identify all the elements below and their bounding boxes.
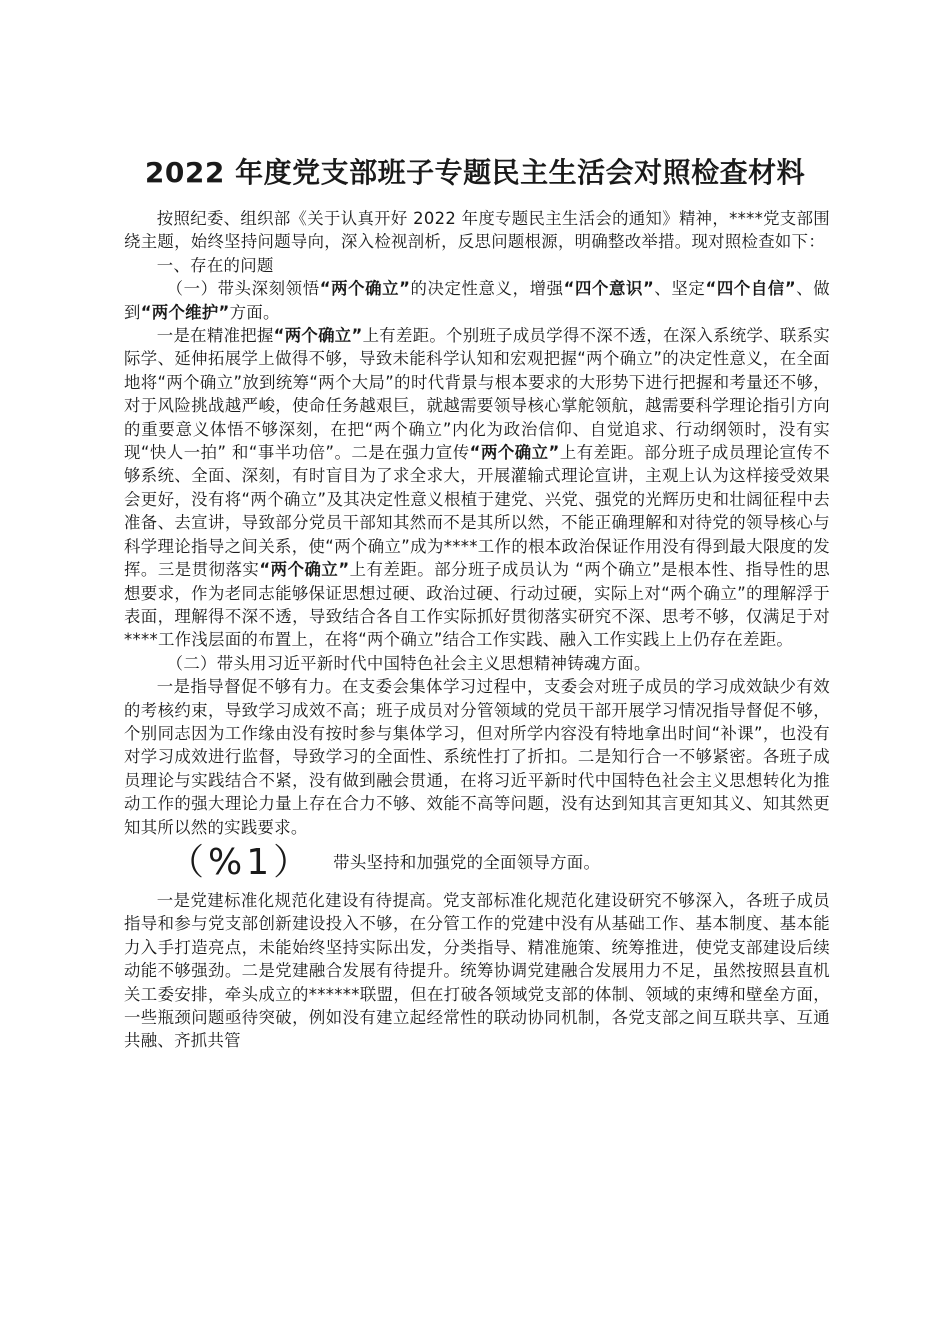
paragraph-1-bold-c: “两个确立” bbox=[259, 560, 350, 580]
document-body bbox=[124, 207, 830, 1053]
subsection-heading-1 bbox=[124, 277, 830, 324]
subsection-1-mid-3: 、做到 bbox=[124, 279, 830, 322]
subsection-1-mid-2: 、坚定 bbox=[654, 279, 706, 299]
subsection-1-quote-1: “两个确立” bbox=[319, 279, 411, 299]
paragraph-2: 一是指导督促不够有力。在支委会集体学习过程中，支委会对班子成员的学习成效缺少有效的考核约束，导致学习成效不高；班子成员对分管领域的党员干部开展学习情况指导督促不够，个别同志因为工作缘由没有按时参与集体学习，但对所学内容没有特地拿出时间“补课”，也没有对学习成效进行监督，导致学习的全面性、系统性打了折扣。二是知行合一不够紧密。各班子成员理论与实践结合不紧，没有做到融会贯通，在将习近平新时代中国特色社会主义思想转化为推动工作的强大理论力量上存在合力不够、效能不高等问题，没有达到知其言更知其义、知其然更知其所以然的实践要求。 bbox=[124, 677, 830, 837]
document-title: 2022 年度党支部班子专题民主生活会对照检查材料 bbox=[144, 156, 806, 189]
section-heading-problems: 一、存在的问题 bbox=[156, 255, 274, 275]
paragraph-1 bbox=[124, 324, 830, 652]
subsection-1-mid-1: 的决定性意义，增强 bbox=[410, 279, 564, 299]
subsection-heading-2: （二）带头用习近平新时代中国特色社会主义思想精神铸魂方面。 bbox=[166, 653, 651, 673]
subsection-heading-3 bbox=[124, 841, 830, 885]
paragraph-3: 一是党建标准化规范化建设有待提高。党支部标准化规范化建设研究不够深入，各班子成员指导和参与党支部创新建设投入不够，在分管工作的党建中没有从基础工作、基本制度、基本能力入手打造亮点，未能始终坚持实际出发，分类指导、精准施策、统筹推进，使党支部建设后续动能不够强劲。二是党建融合发展有待提升。统筹协调党建融合发展用力不足，虽然按照县直机关工委安排，牵头成立的******联盟，但在打破各领域党支部的体制、领域的束缚和壁垒方面，一些瓶颈问题亟待突破，例如没有建立起经常性的联动协同机制，各党支部之间互联共享、互通共融、齐抓共管 bbox=[124, 890, 830, 1051]
subsection-1-quote-3: “四个自信” bbox=[705, 279, 796, 299]
intro-paragraph: 按照纪委、组织部《关于认真开好 2022 年度专题民主生活会的通知》精神，****党支部围绕主题，始终坚持问题导向，深入检视剖析，反思问题根源，明确整改举措。现对照检查如下： bbox=[124, 209, 830, 252]
subsection-1-suffix: 方面。 bbox=[229, 302, 280, 322]
paragraph-1-part-b: 上有差距。个别班子成员学得不深不透，在深入系统学、联系实际学、延伸拓展学上做得不够，导致未能科学认知和宏观把握“两个确立”的决定性意义，在全面地将“两个确立”放到统筹“两个大局”的时代背景与根本要求的大形势下进行把握和考量还不够，对于风险挑战越严峻，使命任务越艰巨，就越需要领导核心掌舵领航，越需要科学理论指引方向的重要意义体悟不够深刻，在把“两个确立”内化为政治信仰、自觉追求、行动纲领时，没有实现“快人一拍” 和“事半功倍”。二是在强力宣传 bbox=[124, 326, 830, 463]
subsection-1-prefix: （一）带头深刻领悟 bbox=[166, 279, 320, 299]
paragraph-1-part-c: 上有差距。部分班子成员理论宣传不够系统、全面、深刻，有时盲目为了求全求大，开展灌输式理论宣讲，主观上认为这样接受效果会更好，没有将“两个确立”及其决定性意义根植于建党、兴党、强党的光辉历史和壮阔征程中去准备、去宣讲，导致部分党员干部知其然而不是其所以然，不能正确理解和对待党的领导核心与科学理论指导之间关系，使“两个确立”成为****工作的根本政治保证作用没有得到最大限度的发挥。三是贯彻落实 bbox=[124, 443, 830, 580]
subsection-3-text: 带头坚持和加强党的全面领导方面。 bbox=[333, 853, 601, 873]
subsection-1-quote-2: “四个意识” bbox=[563, 279, 655, 299]
paragraph-1-bold-b: “两个确立” bbox=[469, 443, 560, 463]
paragraph-1-part-d: 上有差距。部分班子成员认为 “两个确立”是根本性、指导性的思想要求，作为老同志能够保证思想过硬、政治过硬、行动过硬，实际上对“两个确立”的理解浮于表面，理解得不深不透，导致结合各自工作实际抓好贯彻落实研究不深、思考不够，仅满足于对****工作浅层面的布置上，在将“两个确立”结合工作实践、融入工作实践上上仍存在差距。 bbox=[124, 560, 830, 650]
subsection-1-quote-4: “两个维护” bbox=[140, 302, 230, 322]
paragraph-1-bold-a: “两个确立” bbox=[273, 326, 363, 346]
paragraph-1-part-a: 一是在精准把握 bbox=[156, 326, 274, 346]
subsection-3-number: （%1） bbox=[168, 841, 314, 883]
